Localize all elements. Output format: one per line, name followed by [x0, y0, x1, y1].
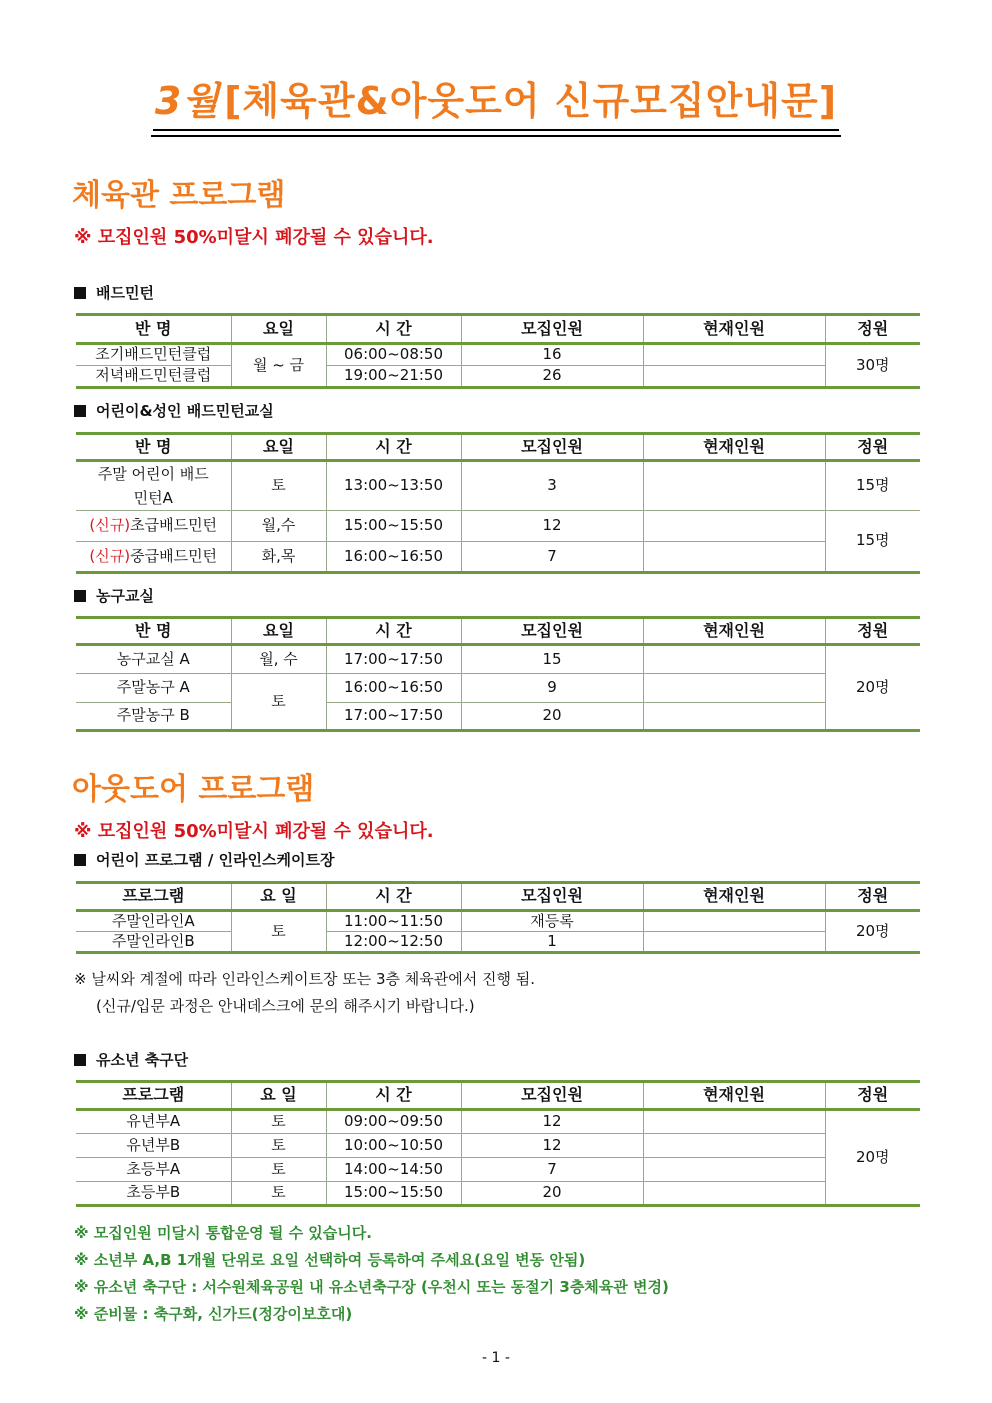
badminton-table — [76, 313, 920, 389]
col-header: 반 명 — [76, 315, 231, 344]
col-header: 모집인원 — [461, 315, 643, 344]
col-header: 현재인원 — [643, 883, 825, 911]
soccer-note: ※ 모집인원 미달시 통합운영 될 수 있습니다. — [74, 1224, 372, 1242]
table-row: 초등부B 토 15:00~15:50 20 — [76, 1182, 920, 1206]
soccer-note: ※ 준비물 : 축구화, 신가드(정강이보호대) — [74, 1305, 353, 1323]
table-row: 저녁배드민턴클럽 19:00~21:50 26 — [76, 366, 920, 388]
square-bullet-icon — [74, 1054, 86, 1066]
inline-note: (신규/입문 과정은 안내데스크에 문의 해주시기 바랍니다.) — [96, 997, 475, 1015]
page-title: 3월[체육관&아웃도어 신규모집안내문] — [0, 70, 992, 137]
col-header: 모집인원 — [461, 434, 643, 461]
col-header: 현재인원 — [643, 1082, 825, 1110]
square-bullet-icon — [74, 405, 86, 417]
table-row: 조기배드민턴클럽 월 ~ 금 06:00~08:50 16 30명 — [76, 344, 920, 366]
col-header: 요일 — [231, 434, 326, 461]
col-header: 모집인원 — [461, 1082, 643, 1110]
col-header: 요일 — [231, 618, 326, 645]
gym-notice: ※ 모집인원 50%미달시 폐강될 수 있습니다. — [74, 227, 434, 248]
outdoor-notice: ※ 모집인원 50%미달시 폐강될 수 있습니다. — [74, 821, 434, 842]
outdoor-section-title: 아웃도어 프로그램 — [72, 772, 315, 807]
basketball-subtitle: 농구교실 — [74, 585, 154, 606]
table-row: 초등부A 토 14:00~14:50 7 — [76, 1158, 920, 1182]
table-row: 유년부B 토 10:00~10:50 12 — [76, 1134, 920, 1158]
table-row: 유년부A 토 09:00~09:50 12 20명 — [76, 1110, 920, 1134]
col-header: 정원 — [825, 315, 920, 344]
table-row: (신규)초급배드민턴 월,수 15:00~15:50 12 15명 — [76, 511, 920, 542]
basketball-table — [76, 616, 920, 732]
table-row: (신규)중급배드민턴 화,목 16:00~16:50 7 — [76, 542, 920, 573]
col-header: 시 간 — [326, 315, 461, 344]
soccer-note: ※ 소년부 A,B 1개월 단위로 요일 선택하여 등록하여 주세요(요일 변동 안됨) — [74, 1251, 586, 1269]
col-header: 정원 — [825, 1082, 920, 1110]
inline-note: ※ 날씨와 계절에 따라 인라인스케이트장 또는 3층 체육관에서 진행 됨. — [74, 970, 536, 988]
col-header: 시 간 — [326, 434, 461, 461]
col-header: 정원 — [825, 618, 920, 645]
col-header: 모집인원 — [461, 618, 643, 645]
inline-skate-table — [76, 881, 920, 954]
col-header: 현재인원 — [643, 618, 825, 645]
col-header: 정원 — [825, 883, 920, 911]
inline-skate-subtitle: 어린이 프로그램 / 인라인스케이트장 — [74, 849, 335, 870]
col-header: 시 간 — [326, 883, 461, 911]
table-row: 주말인라인B 12:00~12:50 1 — [76, 932, 920, 953]
square-bullet-icon — [74, 854, 86, 866]
badminton-class-table — [76, 432, 920, 574]
col-header: 시 간 — [326, 1082, 461, 1110]
youth-soccer-table — [76, 1080, 920, 1207]
gym-section-title: 체육관 프로그램 — [72, 178, 286, 213]
col-header: 요일 — [231, 315, 326, 344]
youth-soccer-subtitle: 유소년 축구단 — [74, 1049, 188, 1070]
col-header: 현재인원 — [643, 434, 825, 461]
col-header: 반 명 — [76, 434, 231, 461]
table-row: 주말농구 B 17:00~17:50 20 — [76, 703, 920, 731]
table-row: 주말농구 A 토 16:00~16:50 9 — [76, 674, 920, 703]
badminton-subtitle: 배드민턴 — [74, 282, 154, 303]
table-row: 농구교실 A 월, 수 17:00~17:50 15 20명 — [76, 645, 920, 674]
col-header: 시 간 — [326, 618, 461, 645]
col-header: 반 명 — [76, 618, 231, 645]
table-row: 주말인라인A 토 11:00~11:50 재등록 20명 — [76, 911, 920, 932]
square-bullet-icon — [74, 287, 86, 299]
col-header: 현재인원 — [643, 315, 825, 344]
col-header: 요 일 — [231, 1082, 326, 1110]
page-number: - 1 - — [482, 1350, 510, 1366]
square-bullet-icon — [74, 590, 86, 602]
col-header: 모집인원 — [461, 883, 643, 911]
col-header: 정원 — [825, 434, 920, 461]
col-header: 프로그램 — [76, 1082, 231, 1110]
col-header: 프로그램 — [76, 883, 231, 911]
kids-adult-badminton-subtitle: 어린이&성인 배드민턴교실 — [74, 400, 274, 421]
soccer-note: ※ 유소년 축구단 : 서수원체육공원 내 유소년축구장 (우천시 또는 동절기 3층체육관 변경) — [74, 1278, 669, 1296]
col-header: 요 일 — [231, 883, 326, 911]
table-row: 주말 어린이 배드민턴A 토 13:00~13:50 3 15명 — [76, 461, 920, 511]
